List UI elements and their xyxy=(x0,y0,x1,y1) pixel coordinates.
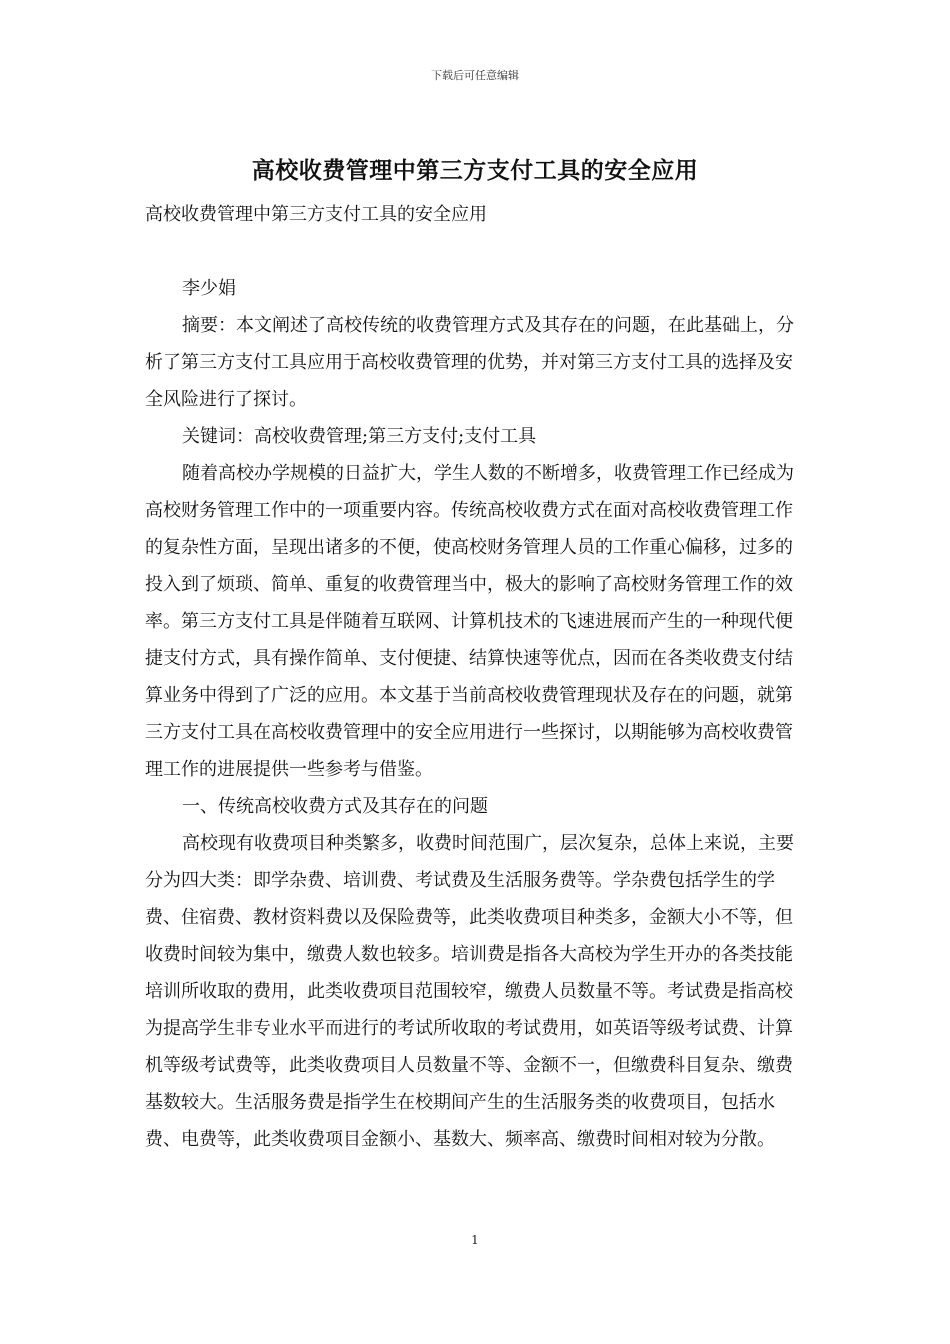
document-subtitle: 高校收费管理中第三方支付工具的安全应用 xyxy=(145,204,487,225)
document-body xyxy=(145,196,810,1158)
section-heading: 一、传统高校收费方式及其存在的问题 xyxy=(182,796,488,817)
keywords-paragraph: 关键词：高校收费管理;第三方支付;支付工具 xyxy=(182,426,537,447)
abstract-paragraph: 摘要：本文阐述了高校传统的收费管理方式及其存在的问题，在此基础上，分析了第三方支付工具应用于高校收费管理的优势，并对第三方支付工具的选择及安全风险进行了探讨。 xyxy=(145,315,794,410)
section-paragraph: 高校现有收费项目种类繁多，收费时间范围广，层次复杂，总体上来说，主要分为四大类：即学杂费、培训费、考试费及生活服务费等。学杂费包括学生的学费、住宿费、教材资料费以及保险费等，此类收费项目种类多，金额大小不等，但收费时间较为集中，缴费人数也较多。培训费是指各大高校为学生开办的各类技能培训所收取的费用，此类收费项目范围较窄，缴费人员数量不等。考试费是指高校为提高学生非专业水平而进行的考试所收取的考试费用，如英语等级考试费、计算机等级考试费等，此类收费项目人员数量不等、金额不一，但缴费科目复杂、缴费基数较大。生活服务费是指学生在校期间产生的生活服务类的收费项目，包括水费、电费等，此类收费项目金额小、基数大、频率高、缴费时间相对较为分散。 xyxy=(145,833,794,1150)
document-title: 高校收费管理中第三方支付工具的安全应用 xyxy=(251,157,699,184)
intro-paragraph: 随着高校办学规模的日益扩大，学生人数的不断增多，收费管理工作已经成为高校财务管理工作中的一项重要内容。传统高校收费方式在面对高校收费管理工作的复杂性方面，呈现出诸多的不便，使高校财务管理人员的工作重心偏移，过多的投入到了烦琐、简单、重复的收费管理当中，极大的影响了高校财务管理工作的效率。第三方支付工具是伴随着互联网、计算机技术的飞速进展而产生的一种现代便捷支付方式，具有操作简单、支付便捷、结算快速等优点，因而在各类收费支付结算业务中得到了广泛的应用。本文基于当前高校收费管理现状及存在的问题，就第三方支付工具在高校收费管理中的安全应用进行一些探讨，以期能够为高校收费管理工作的进展提供一些参考与借鉴。 xyxy=(145,463,794,780)
header-note: 下载后可任意编辑 xyxy=(431,69,519,82)
page-number: 1 xyxy=(471,1233,479,1247)
author-name: 李少娟 xyxy=(182,278,236,299)
blank-line xyxy=(145,233,810,270)
